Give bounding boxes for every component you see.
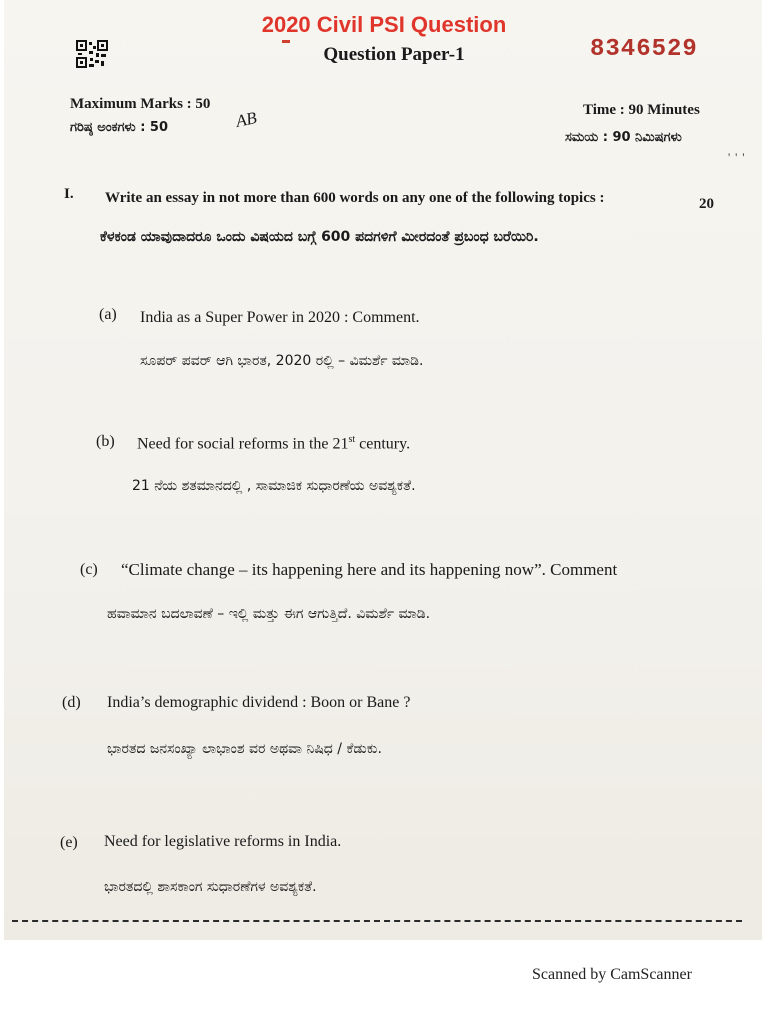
pencil-tick-marks: ' ' ' — [728, 150, 746, 164]
option-a-letter: (a) — [99, 306, 117, 323]
section-number: I. — [64, 186, 74, 202]
option-b-superscript: st — [348, 434, 356, 445]
banner-dash — [282, 40, 290, 43]
option-e-kannada: ಭಾರತದಲ್ಲಿ ಶಾಸಕಾಂಗ ಸುಧಾರಣೆಗಳ ಅವಶ್ಯಕತೆ. — [104, 879, 317, 895]
option-c-kannada: ಹವಾಮಾನ ಬದಲಾವಣೆ – ಇಲ್ಲಿ ಮತ್ತು ಈಗ ಆಗುತ್ತಿದೆ. ವಿಮರ್ಶೆ ಮಾಡಿ. — [107, 606, 431, 622]
banner-title: 2020 Civil PSI Question — [261, 12, 507, 37]
option-b-letter: (b) — [96, 433, 115, 450]
max-marks-kn: ಗರಿಷ್ಠ ಅಂಕಗಳು : 50 — [70, 120, 169, 135]
option-e-letter: (e) — [60, 834, 78, 851]
option-b-text-tail: century. — [355, 435, 411, 453]
option-a-text: India as a Super Power in 2020 : Comment. — [140, 309, 420, 326]
option-d-kannada: ಭಾರತದ ಜನಸಂಖ್ಯಾ ಲಾಭಾಂಶ ವರ ಅಥವಾ ನಿಷಿಧ / ಕೆಡುಕು. — [107, 741, 382, 757]
time-kn: ಸಮಯ : 90 ನಿಮಿಷಗಳು — [565, 130, 682, 145]
max-marks-en: Maximum Marks : 50 — [70, 96, 211, 112]
section-marks: 20 — [699, 196, 714, 212]
option-d-text: India’s demographic dividend : Boon or Bane ? — [107, 694, 411, 711]
option-e-text: Need for legislative reforms in India. — [104, 833, 342, 850]
option-c-letter: (c) — [80, 561, 98, 578]
option-d-letter: (d) — [62, 694, 81, 711]
section-title-kn: ಕೆಳಕಂಡ ಯಾವುದಾದರೂ ಒಂದು ವಿಷಯದ ಬಗ್ಗೆ 600 ಪದಗಳಿಗೆ ಮೀರದಂತೆ ಪ್ರಬಂಧ ಬರೆಯಿರಿ. — [100, 229, 539, 245]
dashed-divider — [12, 920, 742, 922]
handwritten-note: AB — [234, 108, 259, 131]
section-title-en: Write an essay in not more than 600 words on any one of the following topics : — [105, 190, 605, 206]
scanner-watermark: Scanned by CamScanner — [532, 966, 692, 983]
option-b-text-main: Need for social reforms in the 21 — [137, 435, 349, 453]
option-b-kannada: 21 ನೆಯ ಶತಮಾನದಲ್ಲಿ , ಸಾಮಾಜಿಕ ಸುಧಾರಣೆಯ ಅವಶ್ಯಕತೆ. — [132, 478, 416, 494]
option-c-text: “Climate change – its happening here and its happening now”. Comment — [121, 560, 618, 579]
time-en: Time : 90 Minutes — [583, 102, 700, 118]
serial-number: 8346529 — [590, 36, 698, 63]
option-a-kannada: ಸೂಪರ್ ಪವರ್ ಆಗಿ ಭಾರತ, 2020 ರಲ್ಲಿ – ವಿಮರ್ಶೆ ಮಾಡಿ. — [140, 353, 424, 369]
paper-title: Question Paper-1 — [323, 44, 465, 65]
option-b-text — [137, 434, 410, 453]
